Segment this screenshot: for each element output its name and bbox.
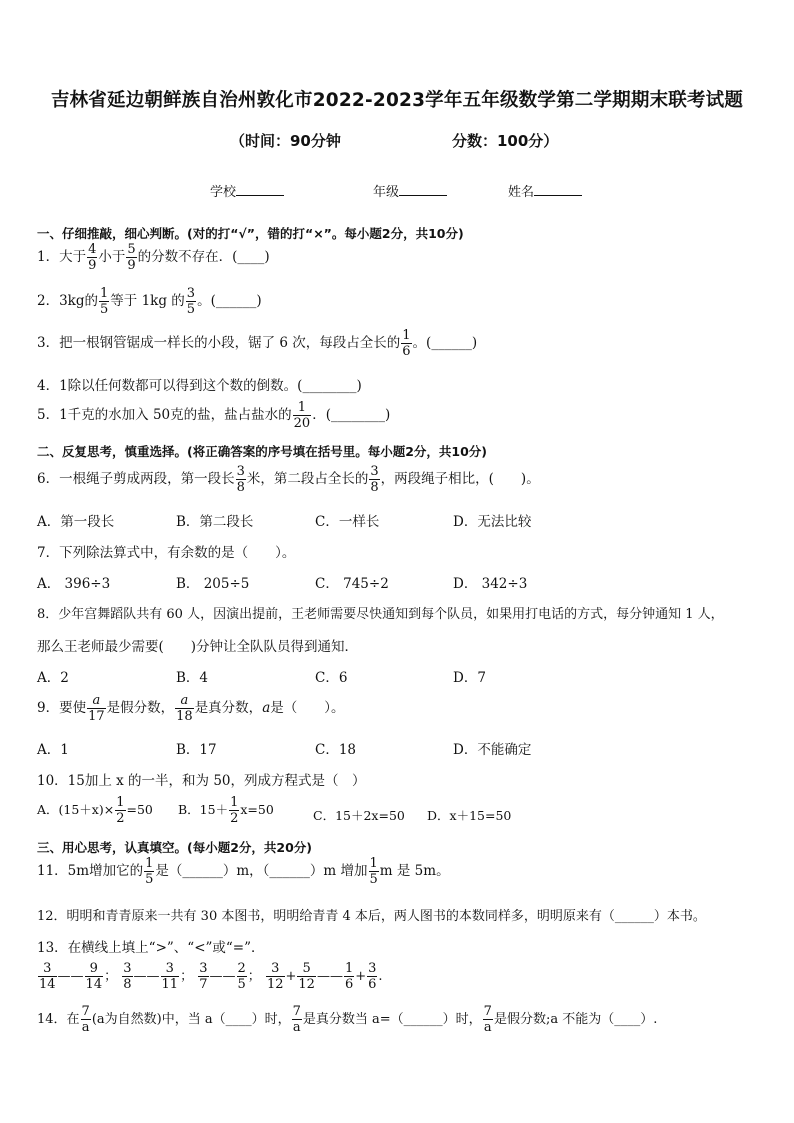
q10-a-frac: $\frac{1}{2}$ (116, 795, 125, 826)
q6-option-c[interactable]: C．一样长 (315, 514, 380, 530)
q5-text-a: 5．1千克的水加入 50克的盐，盐占盐水的 (37, 407, 292, 423)
name-field (508, 181, 582, 200)
q6-text-c: ，两段绳子相比，( )。 (380, 471, 540, 487)
q13-frac-1a: $\frac{3}{14}$ (39, 961, 56, 992)
grade-field (373, 181, 447, 200)
q14-text-a: 14．在 (37, 1012, 80, 1027)
q5-frac: $\frac{1}{20}$ (293, 400, 311, 431)
section1-heading: 一、仔细推敲，细心判断。(对的打“√”，错的打“×”。每小题2分，共10分) (37, 226, 464, 241)
q13-frac-4c: $\frac{1}{6}$ (344, 961, 354, 992)
section2-heading: 二、反复思考，慎重选择。(将正确答案的序号填在括号里。每小题2分，共10分) (37, 444, 488, 459)
q6-frac-1: $\frac{3}{8}$ (236, 464, 245, 495)
q1-frac-2: $\frac{5}{9}$ (127, 242, 136, 273)
q6-text-a: 6．一根绳子剪成两段，第一段长 (37, 471, 235, 487)
name-label: 姓名 (508, 185, 535, 200)
q9-option-b[interactable]: B．17 (176, 742, 217, 758)
question-5 (37, 401, 390, 430)
q3-text-c: 。(______) (412, 335, 478, 351)
q9-option-d[interactable]: D．不能确定 (453, 742, 532, 758)
question-8-line-2: 那么王老师最少需要( )分钟让全队队员得到通知． (37, 639, 359, 655)
q9-text-a: 9．要使 (37, 700, 87, 716)
q11-frac-1: $\frac{1}{5}$ (145, 856, 154, 887)
q2-frac-1: $\frac{1}{5}$ (100, 286, 109, 317)
q6-option-d[interactable]: D．无法比较 (453, 514, 532, 530)
q2-frac-2: $\frac{3}{5}$ (186, 286, 196, 317)
question-4: 4．1除以任何数都可以得到这个数的倒数。(________) (37, 378, 362, 394)
question-8-line-1: 8．少年宫舞蹈队共有 60 人，因演出提前，王老师需要尽快通知到每个队员，如果用打电话的方式，每分钟通知 1 人， (37, 607, 724, 622)
school-blank[interactable] (236, 183, 284, 196)
q9-variable: a (262, 700, 271, 716)
q7-option-c[interactable]: C． 745÷2 (315, 576, 389, 592)
q11-frac-2: $\frac{1}{5}$ (369, 856, 378, 887)
exam-score: 分数：100分） (452, 132, 559, 150)
q2-text-b: 等于 1kg 的 (110, 293, 185, 309)
question-13: 13．在横线上填上“>”、“<”或“=”． (37, 940, 265, 956)
question-3 (37, 329, 477, 358)
q3-frac: $\frac{1}{6}$ (402, 328, 411, 359)
q13-blank-4[interactable]: —— (316, 969, 343, 984)
q13-frac-2b: $\frac{3}{11}$ (161, 961, 179, 992)
q14-text-c: 是真分数当 a=（______）时， (302, 1012, 482, 1027)
q14-text-b: (a为自然数)中，当 a（____）时， (91, 1012, 291, 1027)
q8-option-d[interactable]: D．7 (453, 670, 486, 686)
q14-text-e: 是假分数;a 不能为（____）. (493, 1012, 658, 1027)
question-12: 12．明明和青青原来一共有 30 本图书，明明给青青 4 本后，两人图书的本数同样多，明明原来有（______）本书。 (37, 909, 706, 924)
q9-frac-1: $\frac{a}{17}$ (88, 693, 105, 724)
q13-frac-3b: $\frac{2}{5}$ (237, 961, 246, 992)
q13-blank-1[interactable]: —— (57, 969, 84, 984)
q13-frac-1b: $\frac{9}{14}$ (85, 961, 103, 992)
q11-text-b: 是（______）m，（______）m 增加 (155, 863, 368, 879)
grade-label: 年级 (373, 185, 400, 200)
question-7: 7．下列除法算式中，有余数的是（ ）。 (37, 545, 296, 561)
q9-text-b: 是假分数， (106, 700, 175, 716)
q3-text-a: 3．把一根钢管锯成一样长的小段，锯了 6 次，每段占全长的 (37, 335, 401, 351)
q7-option-b[interactable]: B． 205÷5 (176, 576, 250, 592)
question-2 (37, 287, 262, 316)
q13-blank-3[interactable]: —— (209, 969, 236, 984)
q14-frac-1: $\frac{7}{a}$ (81, 1004, 90, 1035)
question-10: 10．15加上 x 的一半，和为 50，列成方程式是（ ） (37, 773, 366, 789)
q13-frac-4d: $\frac{3}{6}$ (368, 961, 377, 992)
school-field (210, 181, 284, 200)
q8-option-b[interactable]: B．4 (176, 670, 209, 686)
q2-text-a: 2．3kg的 (37, 293, 99, 309)
q1-text-a: 1．大于 (37, 249, 87, 265)
question-6 (37, 465, 540, 494)
q14-frac-2: $\frac{7}{a}$ (292, 1004, 301, 1035)
q13-frac-3a: $\frac{3}{7}$ (199, 961, 208, 992)
q9-option-a[interactable]: A．1 (37, 742, 69, 758)
q10-option-b[interactable]: B．15＋ $\frac{1}{2}$ x=50 (178, 795, 274, 826)
q8-option-a[interactable]: A．2 (37, 670, 69, 686)
q6-frac-2: $\frac{3}{8}$ (370, 464, 379, 495)
q10-option-a[interactable]: A．(15＋x)× $\frac{1}{2}$ =50 (37, 795, 153, 826)
exam-title: 吉林省延边朝鲜族自治州敦化市2022-2023学年五年级数学第二学期期末联考试题 (50, 90, 744, 111)
q2-text-c: 。(______) (197, 293, 262, 309)
grade-blank[interactable] (399, 183, 447, 196)
q13-frac-2a: $\frac{3}{8}$ (123, 961, 132, 992)
q9-text-c: 是真分数， (194, 700, 263, 716)
q1-text-b: 小于 (98, 249, 126, 265)
question-9 (37, 694, 345, 723)
q14-frac-3: $\frac{7}{a}$ (483, 1004, 492, 1035)
q13-blank-2[interactable]: —— (133, 969, 160, 984)
q10-b-frac: $\frac{1}{2}$ (230, 795, 239, 826)
q1-frac-1: $\frac{4}{9}$ (88, 242, 97, 273)
q1-text-c: 的分数不存在．(____) (137, 249, 270, 265)
name-blank[interactable] (534, 183, 582, 196)
question-1 (37, 243, 270, 272)
q6-option-b[interactable]: B．第二段长 (176, 514, 254, 530)
q6-text-b: 米，第二段占全长的 (246, 471, 369, 487)
q11-text-c: m 是 5m。 (379, 863, 450, 879)
q7-option-d[interactable]: D． 342÷3 (453, 576, 528, 592)
q5-text-c: ．(________) (312, 407, 391, 423)
school-label: 学校 (210, 185, 237, 200)
q10-option-c[interactable]: C．15＋2x=50 (313, 808, 405, 823)
q9-option-c[interactable]: C．18 (315, 742, 357, 758)
q10-option-d[interactable]: D．x＋15=50 (427, 808, 512, 823)
q7-option-a[interactable]: A． 396÷3 (37, 576, 111, 592)
q13-frac-4b: $\frac{5}{12}$ (298, 961, 315, 992)
q8-option-c[interactable]: C．6 (315, 670, 348, 686)
exam-time: （时间：90分钟 (230, 132, 341, 150)
question-14 (37, 1005, 657, 1034)
q11-text-a: 11．5m增加它的 (37, 863, 144, 879)
question-13-items: $\frac{3}{14}$ —— $\frac{9}{14}$ ； $\frac{3}{8}$ —— $\frac{3}{11}$ ； $\frac{3}{7}$ —— $\frac{2}{5}$ ； $\frac{3}{12}$ + $\frac{5}{12}$ —— $\frac{1}{6}$ + $\frac{3}{6}$ . (39, 961, 383, 992)
section3-heading: 三、用心思考，认真填空。(每小题2分，共20分) (37, 840, 313, 855)
question-11 (37, 857, 450, 886)
q9-frac-2: $\frac{a}{18}$ (176, 693, 193, 724)
q13-frac-4a: $\frac{3}{12}$ (266, 961, 284, 992)
q9-text-e: 是（ ）。 (270, 700, 345, 716)
q6-option-a[interactable]: A．第一段长 (37, 514, 115, 530)
